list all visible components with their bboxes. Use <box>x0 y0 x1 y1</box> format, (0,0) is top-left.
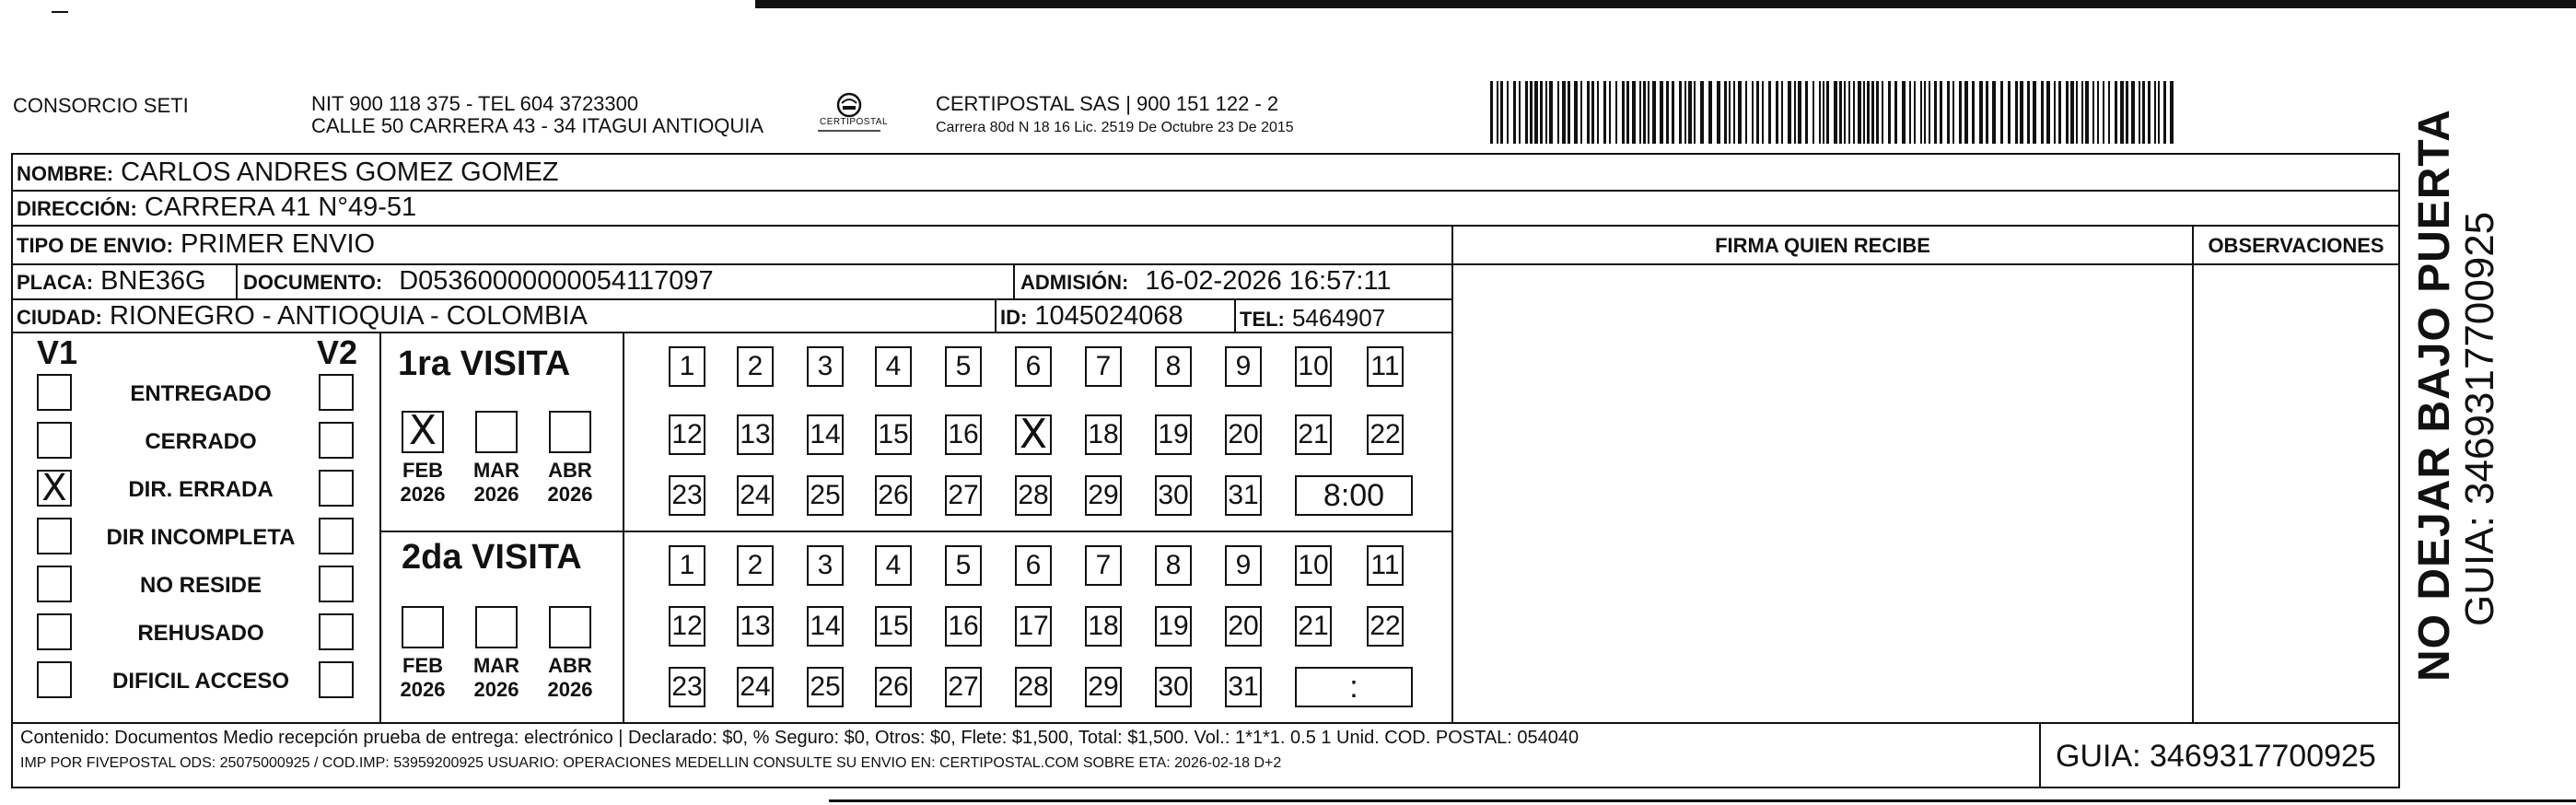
placa-row <box>17 265 206 298</box>
day-checkbox[interactable]: 15 <box>875 606 912 647</box>
barcode-bar <box>1914 81 1916 144</box>
month-checkbox-abr[interactable] <box>549 411 591 453</box>
day-checkbox[interactable]: 14 <box>807 414 844 455</box>
certipostal-line1: CERTIPOSTAL SAS | 900 151 122 - 2 <box>936 92 1279 115</box>
barcode-bar <box>1819 81 1821 144</box>
barcode-bar <box>1823 81 1824 144</box>
barcode-bar <box>2015 81 2018 144</box>
admision-label: ADMISIÓN: <box>1020 271 1129 294</box>
barcode-bar <box>2170 81 2174 144</box>
barcode-bar <box>1717 81 1720 144</box>
day-checkbox[interactable]: 17 <box>1015 606 1052 647</box>
barcode-bar <box>1549 81 1553 144</box>
admision-row <box>1020 265 1392 298</box>
barcode-bar <box>1679 81 1682 144</box>
logo-text: CERTIPOSTAL <box>820 117 889 127</box>
direccion-value: CARRERA 41 N°49-51 <box>144 192 417 222</box>
day-checkbox[interactable]: X <box>1015 414 1052 455</box>
v1-checkbox[interactable] <box>37 661 72 698</box>
direccion-row <box>17 192 416 225</box>
day-checkbox[interactable]: 9 <box>1225 346 1262 387</box>
month-label: MAR <box>472 654 520 677</box>
barcode-bar <box>1863 81 1865 144</box>
day-checkbox[interactable]: 6 <box>1015 346 1052 387</box>
barcode-bar <box>1876 81 1879 144</box>
barcode-bar <box>1733 81 1735 144</box>
tel-label: TEL: <box>1240 308 1285 331</box>
barcode-bar <box>1525 81 1528 144</box>
v1-checkbox[interactable] <box>37 518 72 554</box>
barcode-bar <box>1729 81 1731 144</box>
barcode-bar <box>1639 81 1641 144</box>
day-checkbox[interactable]: 24 <box>737 667 774 707</box>
hour-field[interactable]: 8:00 <box>1295 475 1413 516</box>
barcode-bar <box>1826 81 1829 144</box>
footer-imp: IMP POR FIVEPOSTAL ODS: 25075000925 / COD.IMP: 53959200925 USUARIO: OPERACIONES MEDELLIN CONSULTE SU ENVIO EN: CERTIPOSTAL.COM SOBRE ETA: 2026-02-18 D+2 <box>20 755 1282 771</box>
barcode-bar <box>2008 81 2011 144</box>
barcode-bar <box>1591 81 1594 144</box>
day-checkbox[interactable]: 5 <box>945 545 982 586</box>
certipostal-logo <box>814 90 889 136</box>
side-guia: GUIA: 3469317700925 <box>2457 211 2502 626</box>
status-option-label: ENTREGADO <box>130 381 272 406</box>
day-checkbox[interactable]: 21 <box>1295 606 1332 647</box>
barcode-bar <box>1853 81 1855 144</box>
visit2-title: 2da VISITA <box>402 538 582 577</box>
day-checkbox[interactable]: 16 <box>945 414 982 455</box>
barcode-bar <box>1568 81 1570 144</box>
day-checkbox[interactable]: 31 <box>1225 667 1262 707</box>
direccion-label: DIRECCIÓN: <box>17 197 137 220</box>
barcode-bar <box>1648 81 1649 144</box>
day-checkbox[interactable]: 13 <box>737 606 774 647</box>
barcode-bar <box>1587 81 1590 144</box>
barcode-bar <box>1940 81 1942 144</box>
documento-label: DOCUMENTO: <box>243 271 383 294</box>
day-checkbox[interactable]: 28 <box>1015 667 1052 707</box>
month-year: 2026 <box>473 678 519 701</box>
day-checkbox[interactable]: 9 <box>1225 545 1262 586</box>
day-checkbox[interactable]: 7 <box>1085 545 1122 586</box>
day-checkbox[interactable]: 29 <box>1085 475 1122 516</box>
barcode-bar <box>1979 81 1983 144</box>
day-checkbox[interactable]: 3 <box>807 545 844 586</box>
day-checkbox[interactable]: 20 <box>1225 414 1262 455</box>
barcode-bar <box>1626 81 1629 144</box>
day-checkbox[interactable]: 13 <box>737 414 774 455</box>
barcode-bar <box>2054 81 2056 144</box>
tel-divider <box>1234 298 1236 332</box>
status-option-label: REHUSADO <box>137 621 264 646</box>
placa-value: BNE36G <box>100 266 206 296</box>
barcode-bar <box>1867 81 1870 144</box>
day-checkbox[interactable]: 22 <box>1367 606 1404 647</box>
barcode-bar <box>1562 81 1566 144</box>
barcode-bar <box>2120 81 2124 144</box>
barcode-bar <box>1507 81 1509 144</box>
admision-value: 16-02-2026 16:57:11 <box>1145 266 1392 296</box>
day-checkbox[interactable]: 28 <box>1015 475 1052 516</box>
barcode-bar <box>1776 81 1778 144</box>
barcode-bar <box>1652 81 1656 144</box>
month-checkbox-feb[interactable]: X <box>402 411 444 453</box>
day-checkbox[interactable]: 2 <box>737 346 774 387</box>
day-checkbox[interactable]: 26 <box>875 667 912 707</box>
barcode-bar <box>1929 81 1930 144</box>
barcode-bar <box>1497 81 1498 144</box>
placa-divider <box>236 263 238 298</box>
month-label: FEB <box>402 654 443 677</box>
day-checkbox[interactable]: 24 <box>737 475 774 516</box>
nombre-row <box>17 157 559 190</box>
tipo-value: PRIMER ENVIO <box>180 229 376 259</box>
barcode <box>1490 81 2175 144</box>
barcode-bar <box>1934 81 1937 144</box>
v2-checkbox[interactable] <box>319 374 354 411</box>
hour-field[interactable]: : <box>1295 667 1413 707</box>
barcode-bar <box>1580 81 1582 144</box>
barcode-bar <box>1672 81 1674 144</box>
barcode-bar <box>1545 81 1547 144</box>
barcode-bar <box>2163 81 2166 144</box>
day-checkbox[interactable]: 21 <box>1295 414 1332 455</box>
barcode-bar <box>2066 81 2069 144</box>
id-divider <box>995 298 997 332</box>
barcode-bar <box>1986 81 1988 144</box>
v1-checkbox[interactable] <box>37 566 72 602</box>
month-year: 2026 <box>400 483 446 506</box>
day-checkbox[interactable]: 18 <box>1085 414 1122 455</box>
month-checkbox-abr[interactable] <box>549 606 591 648</box>
barcode-bar <box>1684 81 1686 144</box>
barcode-bar <box>1762 81 1764 144</box>
barcode-bar <box>1992 81 1996 144</box>
documento-value: D05360000000054117097 <box>399 266 714 296</box>
id-label: ID: <box>1000 306 1028 329</box>
barcode-bar <box>1959 81 1962 144</box>
v1-checkbox[interactable] <box>37 613 72 650</box>
barcode-bar <box>1500 81 1503 144</box>
day-checkbox[interactable]: 1 <box>669 545 705 586</box>
visit-divider <box>379 531 1453 532</box>
v2-checkbox[interactable] <box>319 518 354 554</box>
nit-line2: CALLE 50 CARRERA 43 - 34 ITAGUI ANTIOQUIA <box>311 114 764 137</box>
status-option-label: DIFICIL ACCESO <box>111 669 289 694</box>
day-checkbox[interactable]: 18 <box>1085 606 1122 647</box>
day-checkbox[interactable]: 6 <box>1015 545 1052 586</box>
day-checkbox[interactable]: 19 <box>1155 606 1192 647</box>
v2-checkbox[interactable] <box>319 470 354 507</box>
status-option-label: CERRADO <box>145 429 257 454</box>
admision-divider <box>1013 263 1015 298</box>
status-col-divider <box>379 332 381 722</box>
day-checkbox[interactable]: 29 <box>1085 667 1122 707</box>
day-checkbox[interactable]: 7 <box>1085 346 1122 387</box>
day-checkbox[interactable]: 19 <box>1155 414 1192 455</box>
guia-box-divider <box>2039 722 2041 788</box>
month-label: MAR <box>472 459 520 482</box>
barcode-bar <box>2126 81 2128 144</box>
barcode-bar <box>1805 81 1808 144</box>
no-dejar-warning: NO DEJAR BAJO PUERTA <box>2410 109 2459 682</box>
month-checkbox-mar[interactable] <box>475 411 518 453</box>
nombre-label: NOMBRE: <box>17 162 114 185</box>
certipostal-line2: Carrera 80d N 18 16 Lic. 2519 De Octubre 23 De 2015 <box>936 120 1294 135</box>
day-checkbox[interactable]: 31 <box>1225 475 1262 516</box>
day-checkbox[interactable]: 27 <box>945 475 982 516</box>
day-checkbox[interactable]: 15 <box>875 414 912 455</box>
barcode-bar <box>2033 81 2036 144</box>
barcode-bar <box>1858 81 1861 144</box>
barcode-bar <box>1781 81 1783 144</box>
status-option-label: NO RESIDE <box>139 573 262 598</box>
barcode-bar <box>1534 81 1538 144</box>
month-year: 2026 <box>547 483 593 506</box>
v1-checkbox[interactable] <box>37 374 72 411</box>
bottom-edge-line <box>829 799 2576 802</box>
barcode-bar <box>1813 81 1814 144</box>
barcode-bar <box>1574 81 1578 144</box>
ciudad-row <box>17 300 588 333</box>
firma-col-left <box>1451 225 1453 722</box>
day-checkbox[interactable]: 16 <box>945 606 982 647</box>
barcode-bar <box>1882 81 1883 144</box>
day-checkbox[interactable]: 25 <box>807 475 844 516</box>
ciudad-value: RIONEGRO - ANTIOQUIA - COLOMBIA <box>109 301 588 331</box>
barcode-bar <box>1839 81 1842 144</box>
v2-checkbox[interactable] <box>319 566 354 602</box>
day-checkbox[interactable]: 4 <box>875 346 912 387</box>
day-checkbox[interactable]: 27 <box>945 667 982 707</box>
barcode-bar <box>1972 81 1975 144</box>
barcode-bar <box>2020 81 2023 144</box>
day-checkbox[interactable]: 1 <box>669 346 705 387</box>
footer-divider <box>13 722 2400 724</box>
tel-value: 5464907 <box>1291 304 1386 332</box>
documento-row <box>243 265 714 298</box>
top-border-line <box>755 0 2576 8</box>
barcode-bar <box>1871 81 1874 144</box>
barcode-bar <box>1738 81 1742 144</box>
day-checkbox[interactable]: 22 <box>1367 414 1404 455</box>
row-divider <box>13 225 2400 227</box>
company-name: CONSORCIO SETI <box>13 94 189 117</box>
barcode-bar <box>2046 81 2050 144</box>
barcode-bar <box>1519 81 1521 144</box>
day-checkbox[interactable]: 11 <box>1367 346 1404 387</box>
barcode-bar <box>1924 81 1926 144</box>
barcode-bar <box>1700 81 1704 144</box>
month-label: ABR <box>548 459 592 482</box>
day-checkbox[interactable]: 8 <box>1155 346 1192 387</box>
v2-checkbox[interactable] <box>319 422 354 459</box>
barcode-bar <box>1666 81 1669 144</box>
status-option-label: DIR INCOMPLETA <box>106 525 296 550</box>
barcode-bar <box>1609 81 1611 144</box>
day-checkbox[interactable]: 12 <box>669 414 705 455</box>
barcode-bar <box>1909 81 1911 144</box>
footer-guia: GUIA: 3469317700925 <box>2056 739 2376 774</box>
barcode-bar <box>2154 81 2156 144</box>
obs-col-left <box>2192 225 2194 722</box>
ciudad-label: CIUDAD: <box>17 306 102 329</box>
id-row <box>1000 300 1183 333</box>
top-dash-mark <box>52 11 68 13</box>
barcode-bar <box>2139 81 2140 144</box>
barcode-bar <box>1964 81 1968 144</box>
barcode-bar <box>1920 81 1922 144</box>
day-checkbox[interactable]: 30 <box>1155 667 1192 707</box>
barcode-bar <box>2108 81 2110 144</box>
day-checkbox[interactable]: 12 <box>669 606 705 647</box>
barcode-bar <box>2081 81 2083 144</box>
day-checkbox[interactable]: 2 <box>737 545 774 586</box>
v2-checkbox[interactable] <box>319 613 354 650</box>
barcode-bar <box>1752 81 1754 144</box>
barcode-bar <box>1788 81 1791 144</box>
day-checkbox[interactable]: 3 <box>807 346 844 387</box>
barcode-bar <box>1952 81 1954 144</box>
observaciones-header: OBSERVACIONES <box>2208 234 2384 257</box>
month-col-divider <box>623 332 624 722</box>
nit-line1: NIT 900 118 375 - TEL 604 3723300 <box>311 92 639 115</box>
day-checkbox[interactable]: 5 <box>945 346 982 387</box>
barcode-bar <box>1947 81 1950 144</box>
barcode-bar <box>1834 81 1837 144</box>
v2-header: V2 <box>317 333 358 371</box>
barcode-bar <box>1844 81 1846 144</box>
barcode-bar <box>1794 81 1796 144</box>
barcode-bar <box>1724 81 1727 144</box>
barcode-bar <box>2000 81 2003 144</box>
day-checkbox[interactable]: 23 <box>669 667 705 707</box>
day-checkbox[interactable]: 4 <box>875 545 912 586</box>
placa-label: PLACA: <box>17 271 94 294</box>
barcode-bar <box>1756 81 1759 144</box>
barcode-bar <box>1530 81 1533 144</box>
barcode-bar <box>1688 81 1692 144</box>
barcode-bar <box>1490 81 1493 144</box>
month-checkbox-mar[interactable] <box>475 606 518 648</box>
v1-checkbox[interactable]: X <box>37 470 72 507</box>
month-year: 2026 <box>473 483 519 506</box>
barcode-bar <box>2148 81 2151 144</box>
month-year: 2026 <box>547 678 593 701</box>
barcode-bar <box>1694 81 1696 144</box>
tipo-row <box>17 228 375 262</box>
barcode-bar <box>1557 81 1559 144</box>
barcode-bar <box>2058 81 2061 144</box>
barcode-bar <box>1597 81 1599 144</box>
barcode-bar <box>2131 81 2135 144</box>
day-checkbox[interactable]: 8 <box>1155 545 1192 586</box>
barcode-bar <box>2115 81 2117 144</box>
barcode-bar <box>1540 81 1543 144</box>
footer-contenido: Contenido: Documentos Medio recepción prueba de entrega: electrónico | Declarado: $0, % Seguro: $0, Otros: $0, Flete: $1,500, Total: $1,500. Vol.: 1*1*1. 0.5 1 Unid. COD. POSTAL: 054040 <box>20 728 1579 748</box>
visit1-title: 1ra VISITA <box>398 344 571 383</box>
tipo-label: TIPO DE ENVIO: <box>17 234 173 257</box>
day-checkbox[interactable]: 30 <box>1155 475 1192 516</box>
barcode-bar <box>1745 81 1747 144</box>
v2-checkbox[interactable] <box>319 661 354 698</box>
barcode-bar <box>2070 81 2074 144</box>
barcode-bar <box>1888 81 1891 144</box>
barcode-bar <box>2158 81 2160 144</box>
barcode-bar <box>2076 81 2078 144</box>
v1-header: V1 <box>37 333 78 371</box>
id-value: 1045024068 <box>1034 301 1183 331</box>
day-checkbox[interactable]: 20 <box>1225 606 1262 647</box>
firma-header: FIRMA QUIEN RECIBE <box>1715 234 1930 257</box>
barcode-bar <box>1848 81 1850 144</box>
month-checkbox-feb[interactable] <box>402 606 444 648</box>
month-label: ABR <box>548 654 592 677</box>
day-checkbox[interactable]: 23 <box>669 475 705 516</box>
barcode-bar <box>1894 81 1897 144</box>
barcode-bar <box>1622 81 1625 144</box>
v1-checkbox[interactable] <box>37 422 72 459</box>
barcode-bar <box>1615 81 1617 144</box>
month-year: 2026 <box>400 678 446 701</box>
barcode-bar <box>1513 81 1516 144</box>
day-checkbox[interactable]: 25 <box>807 667 844 707</box>
day-checkbox[interactable]: 26 <box>875 475 912 516</box>
barcode-bar <box>1603 81 1606 144</box>
barcode-bar <box>2041 81 2044 144</box>
barcode-bar <box>2103 81 2104 144</box>
barcode-bar <box>1902 81 1906 144</box>
barcode-bar <box>1708 81 1712 144</box>
status-option-label: DIR. ERRADA <box>128 477 274 502</box>
barcode-bar <box>2142 81 2145 144</box>
day-checkbox[interactable]: 11 <box>1367 545 1404 586</box>
barcode-bar <box>1798 81 1801 144</box>
barcode-bar <box>2092 81 2094 144</box>
barcode-bar <box>2085 81 2089 144</box>
day-checkbox[interactable]: 10 <box>1295 545 1332 586</box>
barcode-bar <box>2097 81 2099 144</box>
barcode-bar <box>1660 81 1663 144</box>
month-label: FEB <box>402 459 443 482</box>
tel-row <box>1240 302 1385 335</box>
barcode-bar <box>2027 81 2030 144</box>
day-checkbox[interactable]: 10 <box>1295 346 1332 387</box>
barcode-bar <box>1643 81 1646 144</box>
nombre-value: CARLOS ANDRES GOMEZ GOMEZ <box>121 158 559 187</box>
day-checkbox[interactable]: 14 <box>807 606 844 647</box>
barcode-bar <box>1632 81 1636 144</box>
barcode-bar <box>1768 81 1771 144</box>
